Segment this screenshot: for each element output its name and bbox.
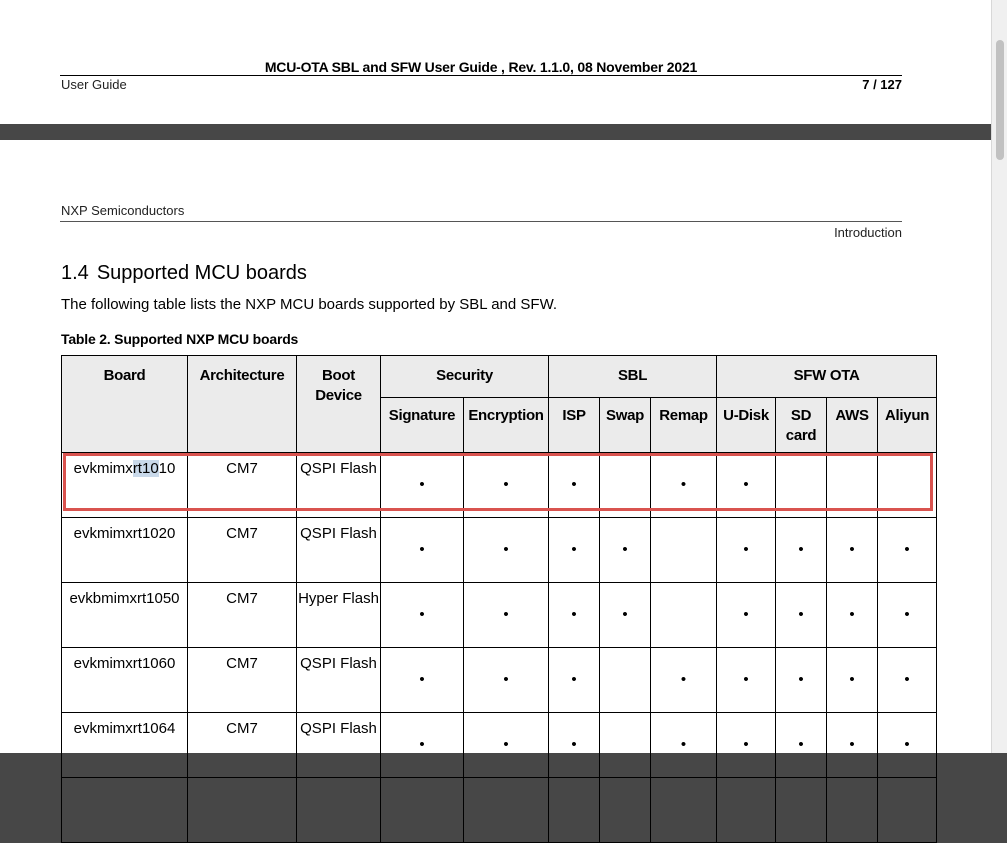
supported-boards-table xyxy=(61,355,937,843)
aws-cell xyxy=(827,453,878,518)
aws-cell: • xyxy=(827,583,878,648)
header-swap: Swap xyxy=(600,398,651,453)
header-aws: AWS xyxy=(827,398,878,453)
header-architecture: Architecture xyxy=(188,356,297,453)
udisk-cell: • xyxy=(717,518,776,583)
udisk-cell: • xyxy=(717,583,776,648)
architecture-cell: CM7 xyxy=(188,518,297,583)
isp-cell: • xyxy=(549,453,600,518)
section-intro: The following table lists the NXP MCU boards supported by SBL and SFW. xyxy=(61,296,558,313)
current-page xyxy=(0,140,992,753)
aws-cell: • xyxy=(827,648,878,713)
remap-cell xyxy=(651,518,717,583)
footer-divider xyxy=(60,75,902,76)
section-heading xyxy=(61,262,307,285)
udisk-cell: • xyxy=(717,648,776,713)
aliyun-cell: • xyxy=(878,518,937,583)
architecture-cell: CM7 xyxy=(188,713,297,778)
board-name[interactable]: evkmimxrt1064 xyxy=(62,713,188,778)
udisk-cell: • xyxy=(717,713,776,778)
aliyun-cell: • xyxy=(878,583,937,648)
aws-cell: • xyxy=(827,518,878,583)
header-security: Security xyxy=(381,356,549,398)
boot-device-cell: QSPI Flash xyxy=(297,453,381,518)
footer-doc-type: User Guide xyxy=(61,77,127,92)
table-row xyxy=(62,648,937,713)
swap-cell xyxy=(600,648,651,713)
table-row xyxy=(62,583,937,648)
table-row xyxy=(62,713,937,778)
header-divider xyxy=(60,221,902,222)
udisk-cell: • xyxy=(717,453,776,518)
isp-cell: • xyxy=(549,713,600,778)
table-caption: Table 2. Supported NXP MCU boards xyxy=(61,331,299,347)
sdcard-cell: • xyxy=(776,583,827,648)
header-board: Board xyxy=(62,356,188,453)
remap-cell: • xyxy=(651,713,717,778)
remap-cell xyxy=(651,583,717,648)
swap-cell: • xyxy=(600,583,651,648)
signature-cell: • xyxy=(381,518,464,583)
swap-cell xyxy=(600,713,651,778)
board-name[interactable]: evkmimxrt1010 xyxy=(62,453,188,518)
board-name[interactable]: evkmimxrt1020 xyxy=(62,518,188,583)
swap-cell xyxy=(600,453,651,518)
encryption-cell: • xyxy=(464,518,549,583)
table-row xyxy=(62,453,937,518)
remap-cell: • xyxy=(651,453,717,518)
header-isp: ISP xyxy=(549,398,600,453)
board-name[interactable]: evkbmimxrt1050 xyxy=(62,583,188,648)
scrollbar-thumb[interactable] xyxy=(996,40,1004,160)
selected-text: rt10 xyxy=(132,460,159,477)
aliyun-cell: • xyxy=(878,648,937,713)
footer-page-number: 7 / 127 xyxy=(862,77,902,92)
isp-cell: • xyxy=(549,518,600,583)
aws-cell: • xyxy=(827,713,878,778)
boot-device-cell: QSPI Flash xyxy=(297,713,381,778)
boot-device-cell: QSPI Flash xyxy=(297,648,381,713)
sdcard-cell: • xyxy=(776,713,827,778)
header-remap: Remap xyxy=(651,398,717,453)
footer-document-title: MCU-OTA SBL and SFW User Guide , Rev. 1.1.0, 08 November 2021 xyxy=(264,59,698,75)
sdcard-cell xyxy=(776,453,827,518)
previous-page xyxy=(0,0,992,124)
architecture-cell: CM7 xyxy=(188,648,297,713)
signature-cell: • xyxy=(381,713,464,778)
header-sbl: SBL xyxy=(549,356,717,398)
signature-cell: • xyxy=(381,583,464,648)
sdcard-cell: • xyxy=(776,518,827,583)
aliyun-cell xyxy=(878,453,937,518)
header-company: NXP Semiconductors xyxy=(61,203,185,218)
remap-cell: • xyxy=(651,648,717,713)
encryption-cell: • xyxy=(464,583,549,648)
header-sdcard: SD card xyxy=(776,398,827,453)
header-signature: Signature xyxy=(381,398,464,453)
header-boot-device: Boot Device xyxy=(297,356,381,453)
encryption-cell: • xyxy=(464,713,549,778)
architecture-cell: CM7 xyxy=(188,583,297,648)
architecture-cell: CM7 xyxy=(188,453,297,518)
header-section-name: Introduction xyxy=(834,225,902,240)
table-row xyxy=(62,778,937,843)
table-row xyxy=(62,518,937,583)
isp-cell: • xyxy=(549,648,600,713)
vertical-scrollbar[interactable] xyxy=(991,0,1007,753)
aliyun-cell: • xyxy=(878,713,937,778)
header-aliyun: Aliyun xyxy=(878,398,937,453)
boot-device-cell: Hyper Flash xyxy=(297,583,381,648)
section-title: Supported MCU boards xyxy=(96,262,307,284)
encryption-cell: • xyxy=(464,453,549,518)
swap-cell: • xyxy=(600,518,651,583)
boot-device-cell: QSPI Flash xyxy=(297,518,381,583)
signature-cell: • xyxy=(381,453,464,518)
encryption-cell: • xyxy=(464,648,549,713)
section-number: 1.4 xyxy=(61,262,89,284)
sdcard-cell: • xyxy=(776,648,827,713)
board-name[interactable]: evkmimxrt1060 xyxy=(62,648,188,713)
header-encryption: Encryption xyxy=(464,398,549,453)
header-udisk: U-Disk xyxy=(717,398,776,453)
isp-cell: • xyxy=(549,583,600,648)
signature-cell: • xyxy=(381,648,464,713)
header-sfw-ota: SFW OTA xyxy=(717,356,937,398)
